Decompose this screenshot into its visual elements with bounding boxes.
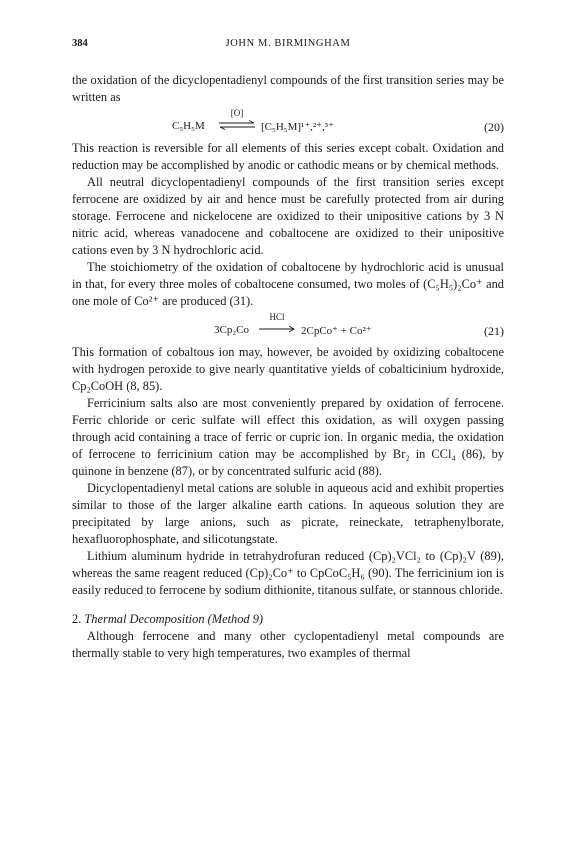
equation-number: (21) — [484, 324, 504, 338]
equation-lhs: 3Cp₂Co — [214, 324, 250, 336]
arrow-label: [O] — [230, 108, 244, 118]
reaction-arrow — [258, 312, 296, 338]
running-head: JOHN M. BIRMINGHAM — [225, 38, 351, 49]
page-number: 384 — [72, 38, 88, 49]
equation-lhs: C₅H₅M — [172, 120, 205, 132]
paragraph: This reaction is reversible for all elements of this series except cobalt. Oxidation and reduction may be accomplished by anodic or cathodic means or by chemical methods. — [72, 141, 504, 172]
equation-21 — [72, 312, 504, 340]
paragraph: Dicyclopentadienyl metal cations are soluble in aqueous acid and exhibit properties similar to those of the larger alkaline earth cations. In aqueous solution they are precipitated by large anions, such as picrate, reineckate, tetraphenylborate, hexafluorophosphate, and silicotungstate. — [72, 481, 504, 546]
paragraph: Ferricinium salts also are most conveniently prepared by oxidation of ferrocene. Ferric chloride or ceric sulfate will effect this oxidation, as will oxygen passing through acid containing a trace of ferric or cupric ion. In organic media, the oxidation of ferrocene to ferricinium cation may be accomplished by Br₂ in CCl₄ (86), by quinone in benzene (87), or by concentrated sulfuric acid (88). — [72, 396, 504, 478]
body-text — [72, 72, 504, 662]
page — [72, 38, 504, 662]
right-arrow-icon — [258, 324, 296, 334]
paragraph: the oxidation of the dicyclopentadienyl compounds of the first transition series may be written as — [72, 73, 504, 104]
arrow-label: HCl — [269, 312, 285, 322]
paragraph: This formation of cobaltous ion may, however, be avoided by oxidizing cobaltocene with hydrogen peroxide to give nearly quantitative yields of cobalticinium hydroxide, Cp₂CoOH (8, 85). — [72, 345, 504, 393]
equation-number: (20) — [484, 120, 504, 134]
section-heading — [72, 611, 504, 628]
equation-rhs: 2CpCo⁺ + Co²⁺ — [301, 325, 372, 337]
paragraph: Although ferrocene and many other cyclopentadienyl metal compounds are thermally stable to very high temperatures, two examples of thermal — [72, 629, 504, 660]
paragraph: All neutral dicyclopentadienyl compounds of the first transition series except ferrocene are oxidized by air and hence must be carefully protected from air during storage. Ferrocene and nickelocene are oxidized to their unipositive cations by 3 N nitric acid, whereas vanadocene and cobaltocene are oxidized to their unipositive cations even by 3 N hydrochloric acid. — [72, 175, 504, 257]
section-title: Thermal Decomposition (Method 9) — [84, 612, 264, 626]
section-number: 2. — [72, 612, 82, 626]
equilibrium-arrow-icon — [218, 120, 256, 130]
paragraph: Lithium aluminum hydride in tetrahydrofuran reduced (Cp)₂VCl₂ to (Cp)₂V (89), whereas the same reagent reduced (Cp)₂Co⁺ to CpCoC₅H₆ (90). The ferricinium ion is easily reduced to ferrocene by sodium dithionite, titanous sulfate, or stannous chloride. — [72, 549, 504, 597]
equilibrium-arrow — [218, 108, 256, 134]
equation-20 — [72, 108, 504, 136]
page-header — [72, 38, 504, 58]
equation-rhs: [C₅H₅M]¹⁺,²⁺,³⁺ — [261, 121, 334, 133]
paragraph: The stoichiometry of the oxidation of cobaltocene by hydrochloric acid is unusual in that, for every three moles of cobaltocene consumed, two moles of (C₅H₅)₂Co⁺ and one mole of Co²⁺ are produced (31). — [72, 260, 504, 308]
